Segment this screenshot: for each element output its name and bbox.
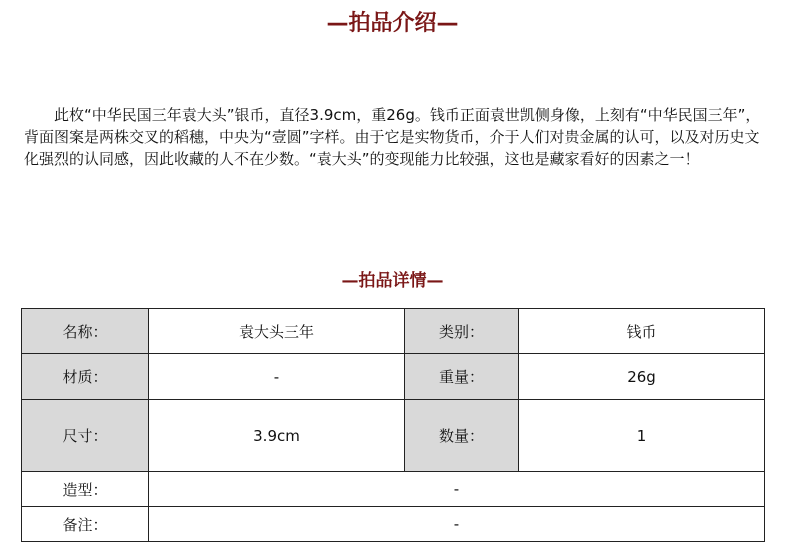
- weight-value: 26g: [519, 354, 765, 400]
- shape-value: -: [149, 472, 765, 507]
- details-table: [21, 308, 765, 542]
- category-value: 钱币: [519, 309, 765, 354]
- table-row: [22, 507, 765, 542]
- table-row: [22, 309, 765, 354]
- remark-value: -: [149, 507, 765, 542]
- table-row: [22, 400, 765, 472]
- category-label: 类别：: [405, 309, 519, 354]
- quantity-value: 1: [519, 400, 765, 472]
- intro-paragraph: 此枚“中华民国三年袁大头”银币，直径3.9cm，重26g。钱币正面袁世凯侧身像，上刻有“中华民国三年”，背面图案是两株交叉的稻穗，中央为“壹圆”字样。由于它是实物货币，介于人们对贵金属的认可，以及对历史文化强烈的认同感，因此收藏的人不在少数。“袁大头”的变现能力比较强，这也是藏家看好的因素之一！: [24, 106, 761, 168]
- material-label: 材质：: [22, 354, 149, 400]
- size-label: 尺寸：: [22, 400, 149, 472]
- table-row: [22, 354, 765, 400]
- details-section-title: —拍品详情—: [341, 271, 444, 291]
- material-value: -: [149, 354, 405, 400]
- weight-label: 重量：: [405, 354, 519, 400]
- remark-label: 备注：: [22, 507, 149, 542]
- shape-label: 造型：: [22, 472, 149, 507]
- size-value: 3.9cm: [149, 400, 405, 472]
- intro-section-title: —拍品介绍—: [326, 11, 459, 36]
- name-value: 袁大头三年: [149, 309, 405, 354]
- name-label: 名称：: [22, 309, 149, 354]
- table-row: [22, 472, 765, 507]
- quantity-label: 数量：: [405, 400, 519, 472]
